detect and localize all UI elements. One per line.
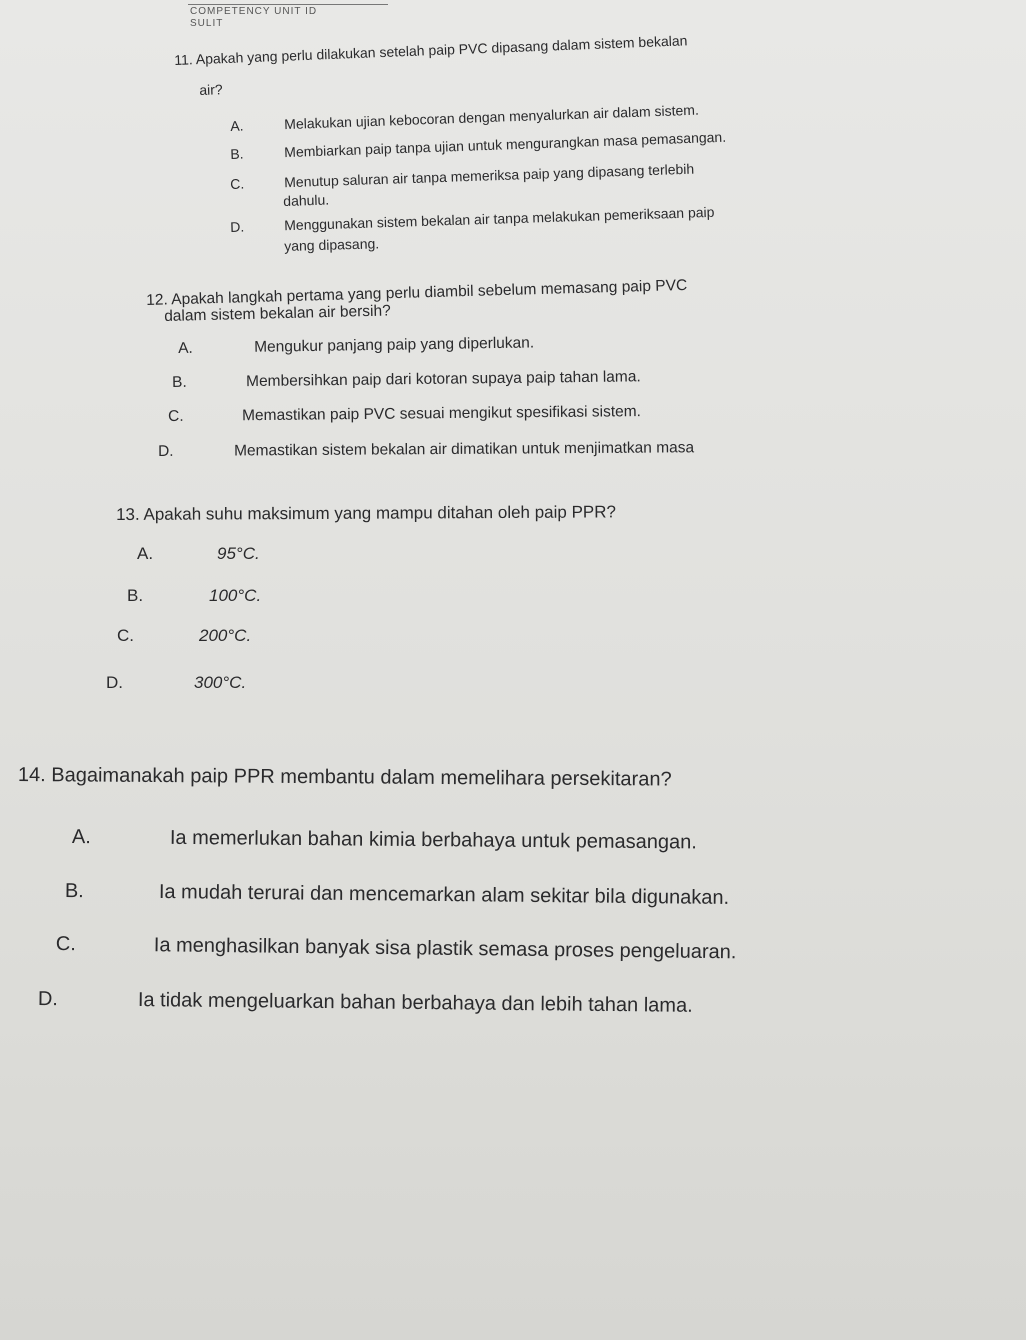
option-text: Membiarkan paip tanpa ujian untuk mengurangkan masa pemasangan. <box>283 128 727 161</box>
option-letter: C. <box>55 933 76 956</box>
option-letter: B. <box>172 373 187 391</box>
option-14c[interactable] <box>56 933 737 964</box>
option-12b[interactable] <box>172 368 641 392</box>
option-text: Menggunakan sistem bekalan air tanpa melakukan pemeriksaan paip <box>283 203 715 234</box>
question-12 <box>146 277 687 310</box>
option-letter: A. <box>71 826 91 849</box>
option-14d[interactable] <box>38 988 693 1018</box>
option-letter: C. <box>230 175 245 192</box>
question-text: Bagaimanakah paip PPR membantu dalam memelihara persekitaran? <box>51 764 672 791</box>
option-12c[interactable] <box>168 403 641 426</box>
question-11-line2: air? <box>199 81 223 98</box>
option-text: Memastikan sistem bekalan air dimatikan untuk menjimatkan masa <box>233 439 695 460</box>
option-13a[interactable] <box>137 544 260 564</box>
header-rule <box>188 4 388 5</box>
option-text: Ia tidak mengeluarkan bahan berbahaya dan lebih tahan lama. <box>137 989 693 1017</box>
option-13d[interactable] <box>106 673 246 693</box>
question-text: Apakah yang perlu dilakukan setelah paip PVC dipasang dalam sistem bekalan <box>195 32 688 68</box>
option-text: Memastikan paip PVC sesuai mengikut spesifikasi sistem. <box>241 403 642 425</box>
option-text: Ia memerlukan bahan kimia berbahaya untuk pemasangan. <box>169 826 697 854</box>
option-11d[interactable] <box>230 204 715 235</box>
option-12d[interactable] <box>158 439 694 461</box>
competency-unit-label: COMPETENCY UNIT ID <box>190 6 318 17</box>
option-letter: A. <box>137 544 154 563</box>
option-11c[interactable] <box>230 161 694 192</box>
option-text: Ia mudah terurai dan mencemarkan alam sekitar bila digunakan. <box>158 880 730 909</box>
option-text: 300°C. <box>194 673 247 692</box>
option-letter: D. <box>158 442 174 460</box>
option-text: 200°C. <box>199 626 252 645</box>
option-11d-line2: yang dipasang. <box>284 235 380 254</box>
option-text: Mengukur panjang paip yang diperlukan. <box>253 334 535 356</box>
option-12a[interactable] <box>178 334 534 358</box>
question-text: Apakah langkah pertama yang perlu diambil sebelum memasang paip PVC <box>171 276 688 309</box>
option-letter: A. <box>230 117 244 134</box>
option-13b[interactable] <box>127 586 261 606</box>
question-12-line2: dalam sistem bekalan air bersih? <box>164 302 391 325</box>
option-11b[interactable] <box>230 129 726 162</box>
option-letter: B. <box>230 145 244 162</box>
option-letter: B. <box>127 586 144 605</box>
option-letter: C. <box>168 407 184 425</box>
option-text: Ia menghasilkan banyak sisa plastik semasa proses pengeluaran. <box>153 934 737 964</box>
question-number: 11. <box>174 51 194 68</box>
option-11c-line2: dahulu. <box>283 191 330 209</box>
question-number: 13. <box>116 504 140 524</box>
option-11a[interactable] <box>230 102 699 134</box>
option-text: Menutup saluran air tanpa memeriksa paip yang dipasang terlebih <box>283 160 695 191</box>
option-letter: B. <box>64 880 84 903</box>
option-text: Membersihkan paip dari kotoran supaya paip tahan lama. <box>245 368 641 391</box>
option-letter: D. <box>106 673 123 692</box>
option-text: 100°C. <box>209 586 262 605</box>
option-letter: A. <box>178 339 193 357</box>
option-text: 95°C. <box>217 544 260 563</box>
question-13 <box>116 502 616 525</box>
question-number: 12. <box>146 291 169 309</box>
option-text: Melakukan ujian kebocoran dengan menyalurkan air dalam sistem. <box>283 101 700 133</box>
option-letter: D. <box>37 988 58 1011</box>
option-14a[interactable] <box>72 826 697 854</box>
question-11 <box>174 32 688 68</box>
classification-label: SULIT <box>190 18 224 29</box>
option-letter: C. <box>117 626 134 645</box>
question-number: 14. <box>17 764 46 787</box>
option-letter: D. <box>230 218 245 235</box>
option-13c[interactable] <box>117 626 251 646</box>
question-text: Apakah suhu maksimum yang mampu ditahan oleh paip PPR? <box>143 502 617 524</box>
question-14 <box>18 764 672 792</box>
option-14b[interactable] <box>65 880 730 910</box>
